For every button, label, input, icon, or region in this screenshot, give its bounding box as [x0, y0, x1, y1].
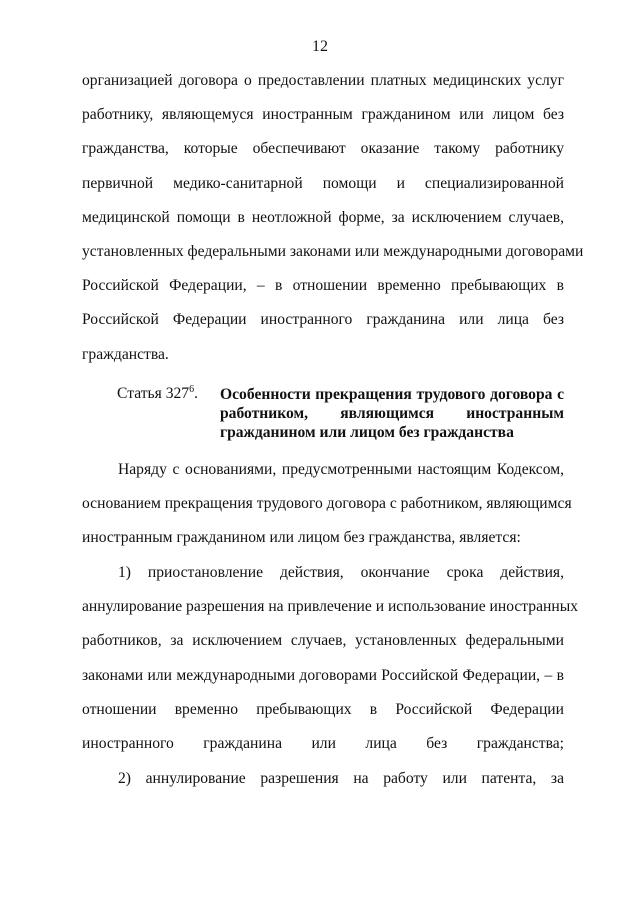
paragraph-text	[82, 64, 584, 372]
paragraph-intro	[82, 453, 572, 556]
article-title	[220, 385, 564, 442]
paragraph-text	[82, 453, 572, 556]
text-line: гражданства, которые обеспечивают оказание такому работнику	[82, 140, 564, 158]
text-line: Российской Федерации иностранного гражданина или лица без	[82, 311, 564, 329]
text-line: установленных федеральными законами или международными договорами	[82, 243, 584, 261]
text-line: 1) приостановление действия, окончание срока действия,	[118, 564, 564, 581]
article-number-text: Статья 327	[117, 385, 190, 402]
text-line: иностранным гражданином или лицом без гражданства, является:	[82, 529, 521, 547]
article-number-superscript: 6	[189, 383, 195, 395]
article-title-line: гражданином или лицом без гражданства	[220, 424, 514, 441]
text-line: Российской Федерации, – в отношении временно пребывающих в	[82, 277, 564, 295]
article-title-line: Особенности прекращения трудового договора с	[220, 386, 564, 403]
paragraph-continuation	[82, 64, 584, 372]
article-title-line: работником, являющимся иностранным	[220, 405, 564, 422]
text-line: 2) аннулирование разрешения на работу или патента, за	[118, 770, 564, 787]
text-line: иностранного гражданина или лица без гражданства;	[82, 735, 564, 753]
text-line: отношении временно пребывающих в Российской Федерации	[82, 700, 564, 718]
text-line: организацией договора о предоставлении платных медицинских услуг	[82, 72, 564, 89]
text-line: аннулирование разрешения на привлечение и использование иностранных	[82, 598, 578, 616]
article-number	[117, 385, 198, 403]
article-number-period: .	[194, 385, 199, 402]
text-line: первичной медико-санитарной помощи и специализированной	[82, 174, 564, 192]
text-line: законами или международными договорами Российской Федерации, – в	[82, 666, 564, 684]
text-line: гражданства.	[82, 345, 169, 363]
text-line: работников, за исключением случаев, установленных федеральными	[82, 632, 564, 650]
page-number: 12	[312, 38, 328, 55]
text-line: Наряду с основаниями, предусмотренными настоящим Кодексом,	[118, 461, 564, 478]
text-line: медицинской помощи в неотложной форме, за исключением случаев,	[82, 208, 564, 226]
text-line: работнику, являющемуся иностранным гражданином или лицом без	[82, 106, 564, 124]
paragraph-text	[82, 762, 564, 796]
paragraph-text	[82, 556, 578, 761]
paragraph-item-2	[82, 762, 564, 796]
paragraph-item-1	[82, 556, 578, 761]
text-line: основанием прекращения трудового договора с работником, являющимся	[82, 495, 572, 513]
